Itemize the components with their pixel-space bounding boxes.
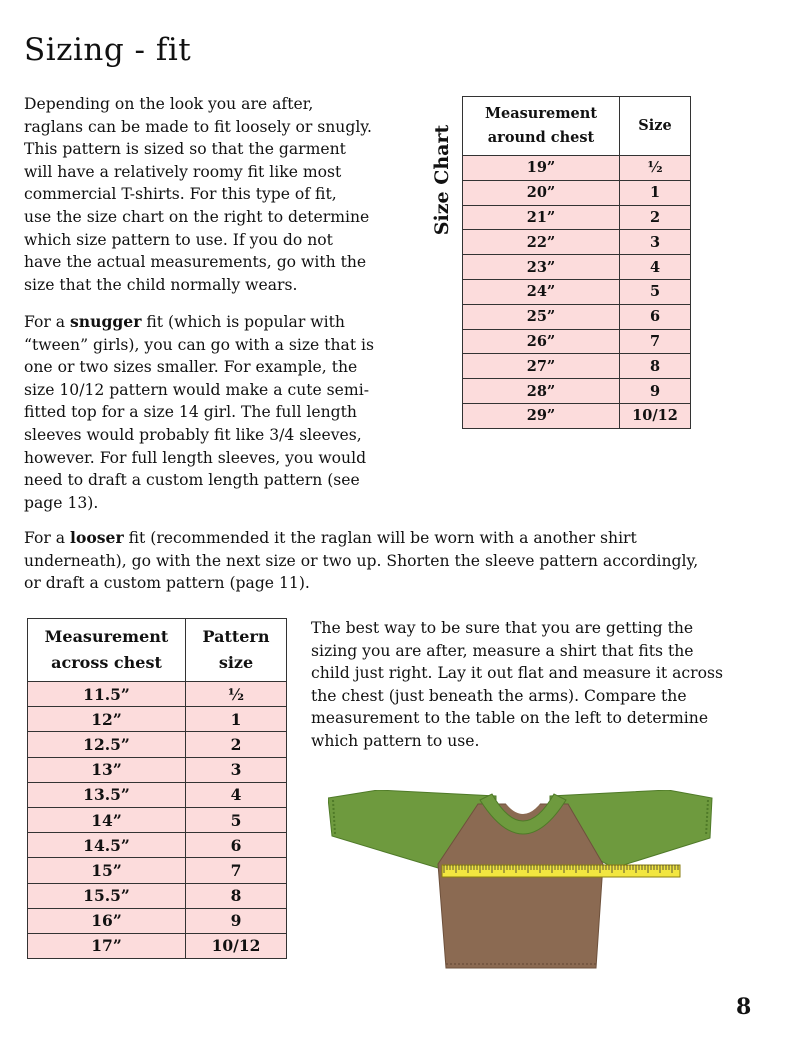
looser-paragraph bbox=[24, 527, 754, 595]
size-chart-body bbox=[463, 156, 691, 429]
intro-line: raglans can be made to fit loosely or snugly. bbox=[24, 117, 373, 136]
size-cell: 10/12 bbox=[620, 403, 691, 428]
intro-line: have the actual measurements, go with the bbox=[24, 253, 367, 272]
table-header-row bbox=[28, 619, 287, 682]
measurement-cell: 23” bbox=[463, 255, 620, 280]
measurement-cell: 15” bbox=[28, 858, 186, 883]
size-cell: 5 bbox=[186, 807, 287, 832]
size-cell: 8 bbox=[186, 883, 287, 908]
measurement-cell: 24” bbox=[463, 279, 620, 304]
measuring-line: which pattern to use. bbox=[311, 731, 480, 750]
snugger-line: fitted top for a size 14 girl. The full length bbox=[24, 403, 357, 422]
size-cell: 1 bbox=[620, 180, 691, 205]
table-row bbox=[463, 230, 691, 255]
measuring-line: measurement to the table on the left to determine bbox=[311, 709, 709, 728]
raglan-shirt-measuring-icon bbox=[328, 790, 718, 970]
table-row bbox=[463, 156, 691, 181]
size-cell: 7 bbox=[620, 329, 691, 354]
table-row bbox=[28, 933, 287, 958]
table-row bbox=[28, 707, 287, 732]
snugger-line: fit (which is popular with bbox=[141, 313, 345, 331]
table-row bbox=[463, 379, 691, 404]
table-row bbox=[463, 354, 691, 379]
measurement-cell: 12.5” bbox=[28, 732, 186, 757]
table-row bbox=[463, 279, 691, 304]
measurement-cell: 20” bbox=[463, 180, 620, 205]
snugger-line: sleeves would probably fit like 3/4 sleeves, bbox=[24, 425, 362, 444]
intro-line: commercial T-shirts. For this type of fit, bbox=[24, 185, 337, 204]
measurement-cell: 17” bbox=[28, 933, 186, 958]
size-cell: 6 bbox=[186, 833, 287, 858]
measurement-cell: 13” bbox=[28, 757, 186, 782]
table-row bbox=[463, 304, 691, 329]
measurement-cell: 11.5” bbox=[28, 682, 186, 707]
size-cell: 4 bbox=[186, 782, 287, 807]
size-cell: 2 bbox=[186, 732, 287, 757]
measurement-cell: 12” bbox=[28, 707, 186, 732]
size-cell: 3 bbox=[186, 757, 287, 782]
measurement-cell: 26” bbox=[463, 329, 620, 354]
intro-line: will have a relatively roomy fit like most bbox=[24, 162, 342, 181]
page-number: 8 bbox=[736, 994, 752, 1020]
table-row bbox=[28, 682, 287, 707]
intro-paragraph bbox=[24, 93, 394, 296]
table-row bbox=[463, 329, 691, 354]
header-line: Size bbox=[638, 117, 672, 134]
measuring-line: The best way to be sure that you are getting the bbox=[311, 619, 694, 637]
table-header-row bbox=[463, 97, 691, 156]
header-size bbox=[620, 97, 691, 156]
measurement-cell: 16” bbox=[28, 908, 186, 933]
looser-line: fit (recommended it the raglan will be worn with a another shirt bbox=[123, 529, 637, 547]
measurement-cell: 19” bbox=[463, 156, 620, 181]
header-line: Measurement bbox=[44, 627, 169, 646]
looser-line: or draft a custom pattern (page 11). bbox=[24, 574, 310, 593]
table-row bbox=[28, 858, 287, 883]
size-cell: 7 bbox=[186, 858, 287, 883]
header-measurement-across-chest bbox=[28, 619, 186, 682]
intro-line: This pattern is sized so that the garment bbox=[24, 140, 346, 159]
table-row bbox=[463, 403, 691, 428]
header-pattern-size bbox=[186, 619, 287, 682]
table-row bbox=[28, 908, 287, 933]
measurement-cell: 15.5” bbox=[28, 883, 186, 908]
table-row bbox=[28, 782, 287, 807]
intro-line: which size pattern to use. If you do not bbox=[24, 230, 333, 249]
size-cell: 6 bbox=[620, 304, 691, 329]
measurement-cell: 25” bbox=[463, 304, 620, 329]
measurement-cell: 14.5” bbox=[28, 833, 186, 858]
table-row bbox=[28, 833, 287, 858]
measurement-cell: 21” bbox=[463, 205, 620, 230]
snugger-line: need to draft a custom length pattern (see bbox=[24, 471, 360, 490]
snugger-line: one or two sizes smaller. For example, the bbox=[24, 358, 358, 377]
intro-line: size that the child normally wears. bbox=[24, 275, 298, 294]
size-cell: 8 bbox=[620, 354, 691, 379]
size-cell: 9 bbox=[186, 908, 287, 933]
measurement-cell: 29” bbox=[463, 403, 620, 428]
table-row bbox=[28, 883, 287, 908]
intro-line: use the size chart on the right to determine bbox=[24, 207, 370, 226]
looser-line: underneath), go with the next size or two up. Shorten the sleeve pattern accordingly, bbox=[24, 551, 699, 570]
measuring-line: sizing you are after, measure a shirt that fits the bbox=[311, 641, 694, 660]
size-cell: ½ bbox=[186, 682, 287, 707]
table-row bbox=[463, 180, 691, 205]
header-line: across chest bbox=[51, 653, 162, 672]
header-line: Measurement bbox=[484, 105, 598, 122]
snugger-line: however. For full length sleeves, you would bbox=[24, 448, 367, 467]
measurement-cell: 28” bbox=[463, 379, 620, 404]
size-cell: 2 bbox=[620, 205, 691, 230]
size-cell: 4 bbox=[620, 255, 691, 280]
size-chart-label-text: Size Chart bbox=[431, 124, 453, 236]
looser-prefix: For a bbox=[24, 529, 71, 547]
snugger-line: page 13). bbox=[24, 493, 99, 512]
snugger-prefix: For a bbox=[24, 313, 71, 331]
table-row bbox=[463, 255, 691, 280]
header-line: Pattern bbox=[202, 627, 270, 646]
measuring-line: the chest (just beneath the arms). Compare the bbox=[311, 686, 687, 705]
snugger-line: size 10/12 pattern would make a cute semi- bbox=[24, 380, 369, 399]
table-row bbox=[28, 732, 287, 757]
size-cell: ½ bbox=[620, 156, 691, 181]
size-cell: 3 bbox=[620, 230, 691, 255]
size-cell: 10/12 bbox=[186, 933, 287, 958]
table-row bbox=[463, 205, 691, 230]
snugger-keyword: snugger bbox=[70, 312, 142, 331]
snugger-line: “tween” girls), you can go with a size that is bbox=[24, 335, 375, 354]
header-measurement-around-chest bbox=[463, 97, 620, 156]
measurement-cell: 13.5” bbox=[28, 782, 186, 807]
table-row bbox=[28, 807, 287, 832]
page-title: Sizing - fit bbox=[24, 32, 192, 68]
size-cell: 9 bbox=[620, 379, 691, 404]
measuring-paragraph bbox=[311, 617, 761, 753]
table-row bbox=[28, 757, 287, 782]
measuring-line: child just right. Lay it out flat and measure it across bbox=[311, 664, 724, 683]
looser-keyword: looser bbox=[70, 528, 124, 547]
size-chart-label bbox=[427, 120, 457, 240]
measurement-cell: 22” bbox=[463, 230, 620, 255]
intro-line: Depending on the look you are after, bbox=[24, 95, 314, 113]
size-cell: 1 bbox=[186, 707, 287, 732]
measurement-cell: 27” bbox=[463, 354, 620, 379]
measurement-cell: 14” bbox=[28, 807, 186, 832]
snugger-paragraph bbox=[24, 311, 394, 514]
size-chart-table bbox=[462, 96, 691, 429]
pattern-chart-table bbox=[27, 618, 287, 959]
header-line: size bbox=[218, 653, 254, 672]
size-cell: 5 bbox=[620, 279, 691, 304]
header-line: around chest bbox=[487, 129, 595, 146]
pattern-chart-body bbox=[28, 682, 287, 959]
